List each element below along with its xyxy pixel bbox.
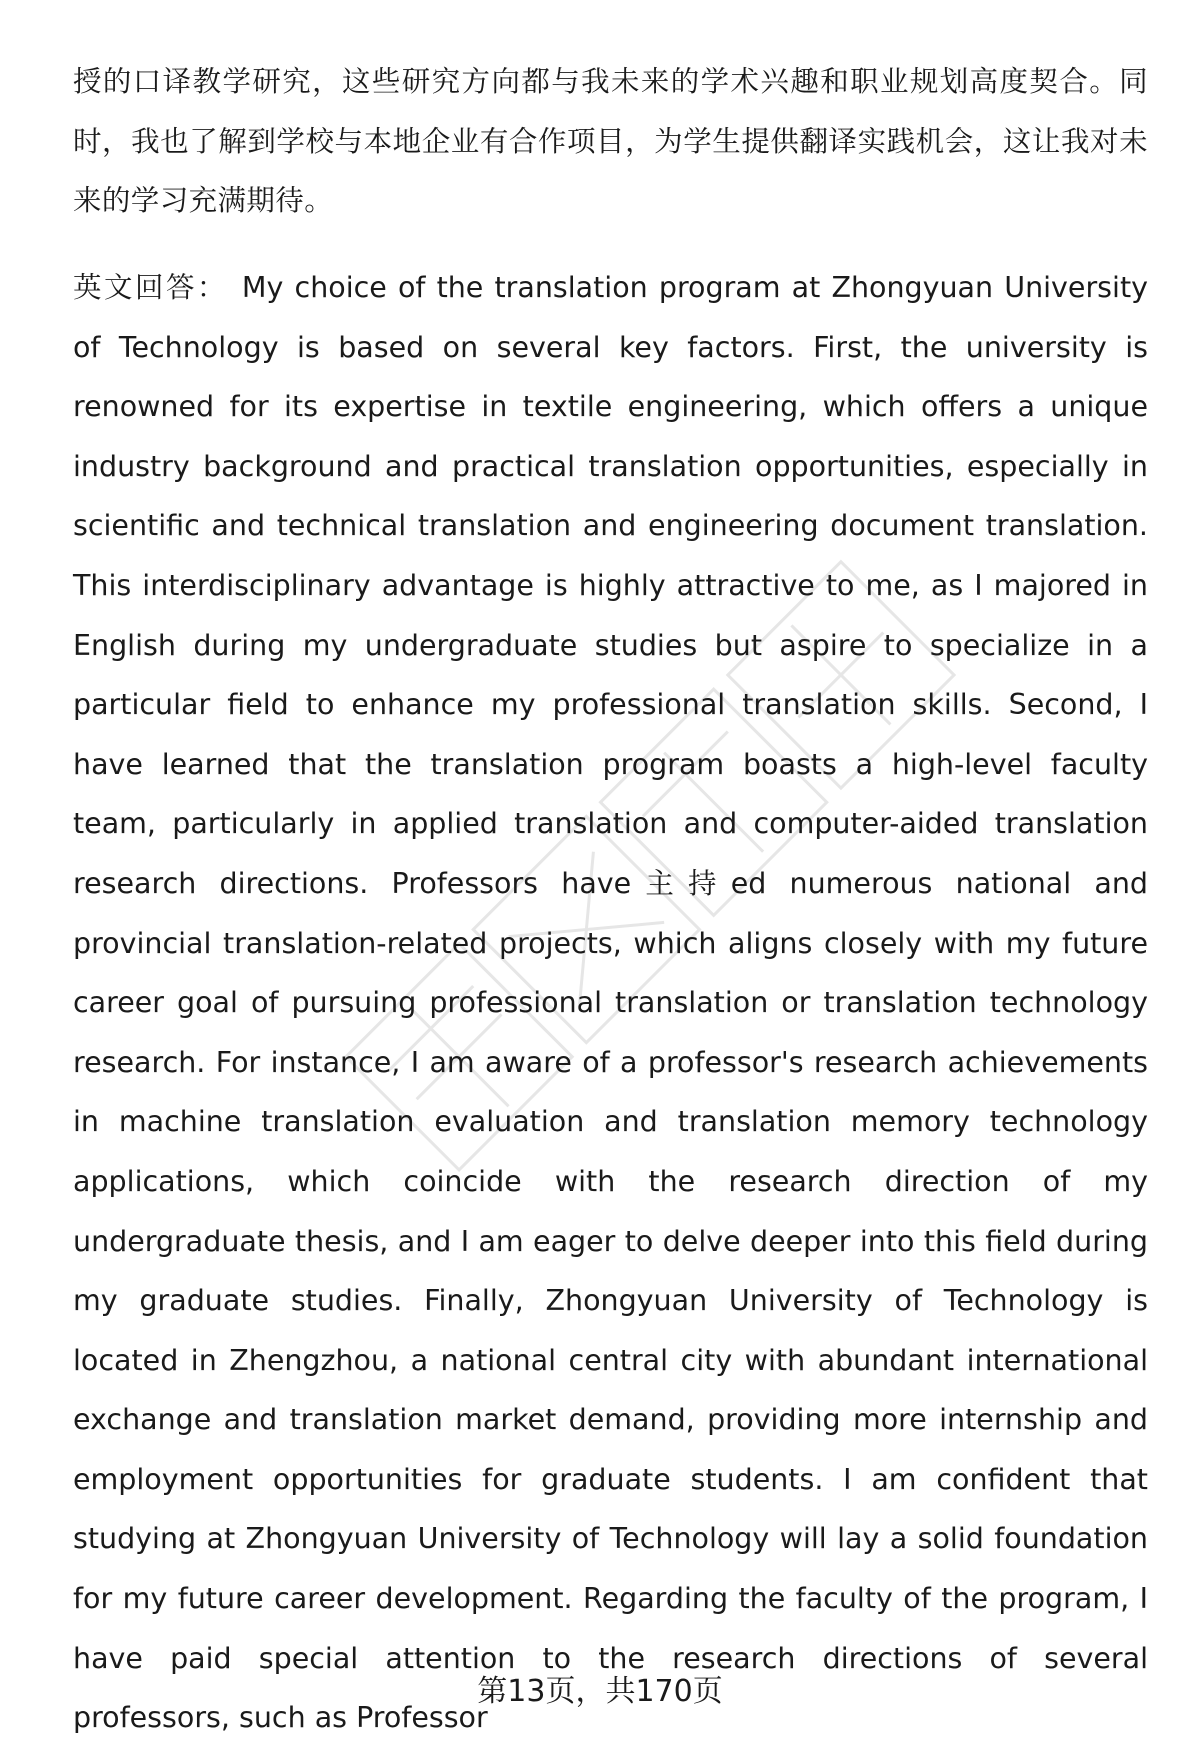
- answer-text: My choice of the translation program at Zhongyuan University of Technology is based on several key factors. First, the university is renowned for its expertise in textile engineering, which offers a unique industry background and practical translation opportunities, especially in scientific and technical translation and engineering document translation. This interdisciplinary advantage is highly attractive to me, as I majored in English during my undergraduate studies but aspire to specialize in a particular field to enhance my professional translation skills. Second, I have learned that the translation program boasts a high-level faculty team, particularly in applied translation and computer-aided translation research directions. Professors have主持ed numerous national and provincial translation-related projects, which aligns closely with my future career goal of pursuing professional translation or translation technology research. For instance, I am aware of a professor's research achievements in machine translation evaluation and translation memory technology applications, which coincide with the research direction of my undergraduate thesis, and I am eager to delve deeper into this field during my graduate studies. Finally, Zhongyuan University of Technology is located in Zhengzhou, a national central city with abundant international exchange and translation market demand, providing more internship and employment opportunities for graduate students. I am confident that studying at Zhongyuan University of Technology will lay a solid foundation for my future career development. Regarding the faculty of the program, I have paid special attention to the research directions of several professors, such as Professor: [73, 271, 1148, 1735]
- paragraph-chinese: 授的口译教学研究，这些研究方向都与我未来的学术兴趣和职业规划高度契合。同时，我也了解到学校与本地企业有合作项目，为学生提供翻译实践机会，这让我对未来的学习充满期待。: [73, 65, 1148, 218]
- paragraph-english: [73, 258, 1148, 1748]
- page-number: 第13页，共170页: [477, 1674, 723, 1709]
- answer-label: 英文回答：: [73, 271, 228, 304]
